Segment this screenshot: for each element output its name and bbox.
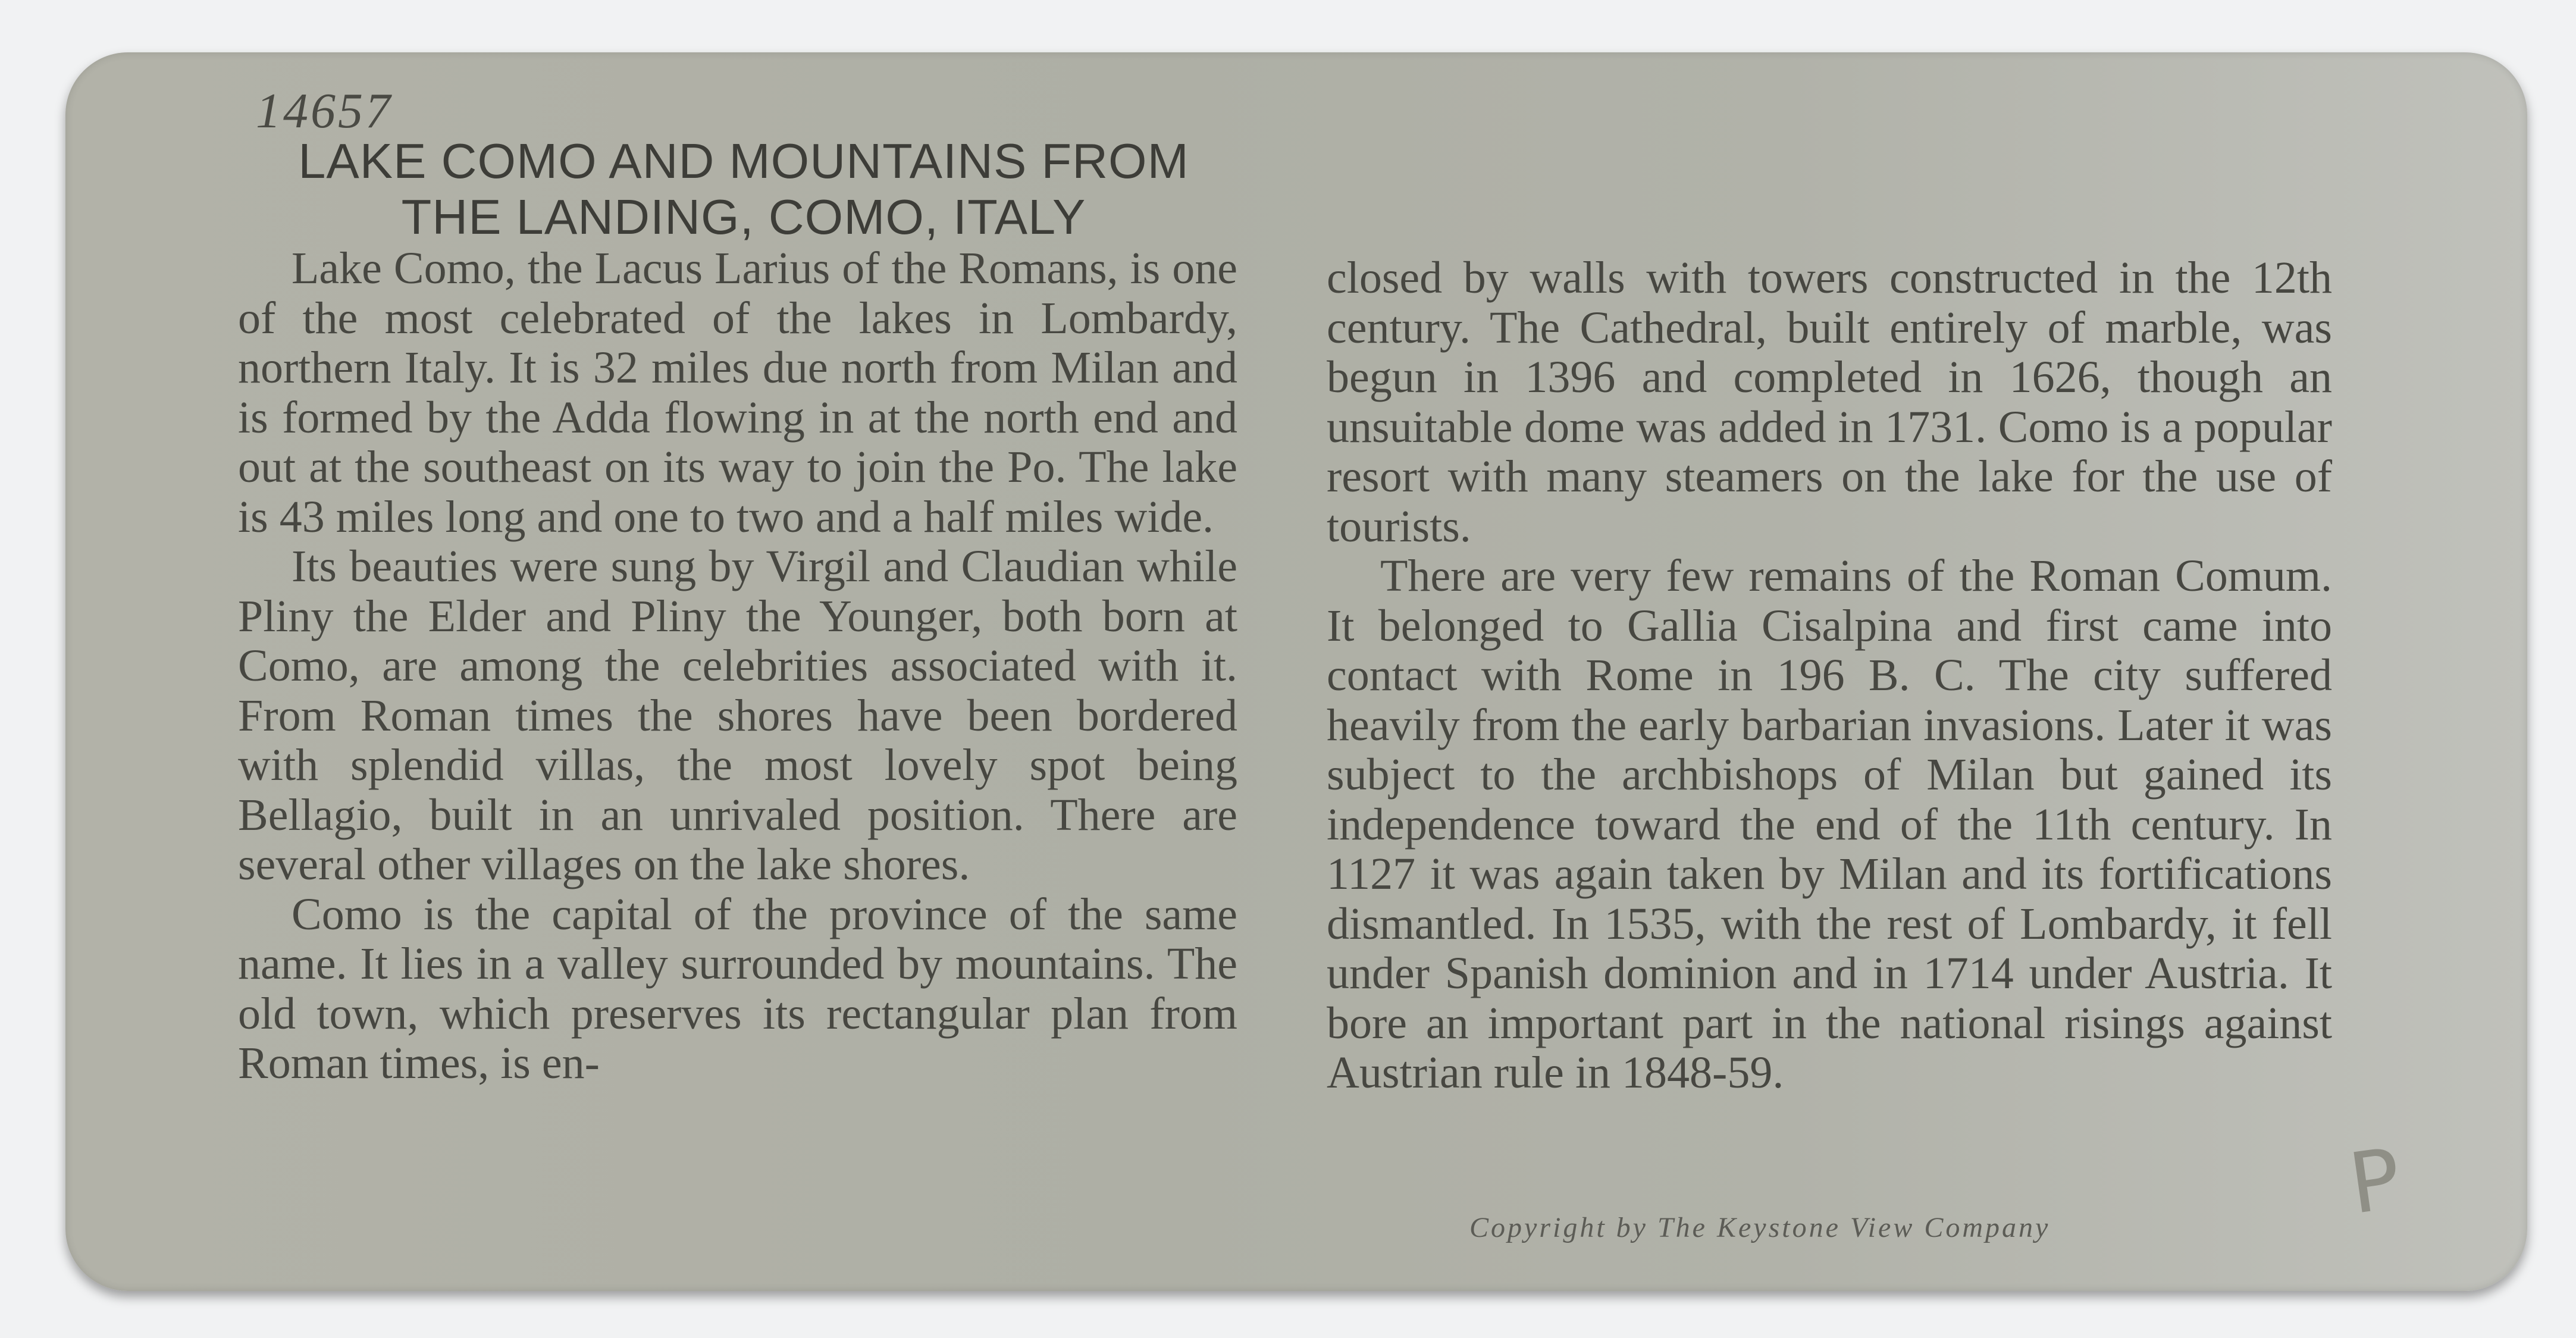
text-column-left [238,244,1237,1089]
text-column-right [1327,253,2332,1098]
card-title [238,133,1249,245]
paragraph: Its beauties were sung by Virgil and Claudian while Pliny the Elder and Pliny the Younger, both born at Como, are among the celebrities associated with it. From Roman times the shores have been bordered with splendid villas, the most lovely spot being Bellagio, built in an unrivaled position. There are several other villages on the lake shores. [238,541,1237,889]
card-number: 14657 [256,83,393,139]
paragraph: Lake Como, the Lacus Larius of the Romans, is one of the most celebrated of the lakes in Lombardy, northern Italy. It is 32 miles due north from Milan and is formed by the Adda flowing in at the north end and out at the southeast on its way to join the Po. The lake is 43 miles long and one to two and a half miles wide. [238,243,1237,542]
paragraph: Como is the capital of the province of the same name. It lies in a valley surrounded by mountains. The old town, which preserves its rectangular plan from Roman times, is en- [238,889,1237,1088]
title-line-2: THE LANDING, COMO, ITALY [401,189,1086,245]
copyright-notice: Copyright by The Keystone View Company [1469,1212,2051,1243]
paragraph: closed by walls with towers constructed in the 12th century. The Cathedral, built entirely of marble, was begun in 1396 and completed in 1626, though an unsuitable dome was added in 1731. Como is a popular resort with many steamers on the lake for the use of tourists. [1327,253,2332,552]
pencil-mark: P [2343,1130,2407,1234]
paragraph: There are very few remains of the Roman Comum. It belonged to Gallia Cisalpina and first came into contact with Rome in 196 B. C. The city suffered heavily from the early barbarian invasions. Later it was subject to the archbishops of Milan but gained its independence toward the end of the 11th century. In 1127 it was again taken by Milan and its fortifications dismantled. In 1535, with the rest of Lombardy, it fell under Spanish dominion and in 1714 under Austria. It bore an important part in the national risings against Austrian rule in 1848-59. [1327,551,2332,1098]
title-line-1: LAKE COMO AND MOUNTAINS FROM [298,133,1189,189]
